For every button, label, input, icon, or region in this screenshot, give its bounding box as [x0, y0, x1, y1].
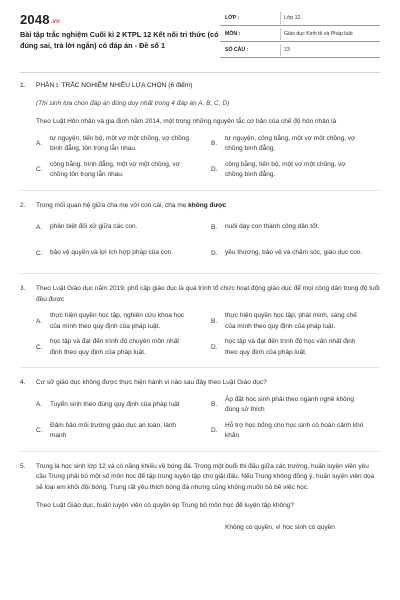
- option-text: Áp đặt học sinh phải theo ngành nghề không đúng sở thích: [225, 395, 355, 413]
- question-text: [36, 201, 380, 212]
- option-letter: A.: [36, 400, 43, 408]
- option-text: bảo vệ quyền và lợi ích hợp pháp của con.: [50, 249, 174, 257]
- option-text: Không có quyền, vì học sinh có quyền: [225, 523, 335, 531]
- option-text: Tuyển sinh theo đúng quy định của pháp luật: [50, 400, 180, 408]
- option-text: nuôi dạy con thành công dân tốt.: [225, 223, 320, 231]
- option-letter: D.: [211, 343, 218, 351]
- option-letter: A.: [36, 139, 43, 147]
- option-letter: A.: [36, 317, 43, 325]
- answer-option-c[interactable]: [36, 337, 205, 358]
- option-letter: D.: [211, 426, 218, 434]
- question-stem: Theo Luật Giáo dục, huấn luyện viên có quyền ép Trung bỏ môn học để luyện tập không?: [36, 502, 295, 509]
- question-text: Trung là học sinh lớp 12 và có năng khiếu về bóng đá. Trong một buổi thi đấu giữa các trường, huấn luyện viên yêu cầu Trung phải bỏ một số môn học để tập trung luyện tập cho giải đấu. Nếu Trung không đồng ý, huấn luyện viên dọa sẽ loại em khỏi đội bóng. Trung rất yêu thích bóng đá nhưng cũng không muốn bỏ bê việc học.: [36, 462, 375, 491]
- meta-row-class: [220, 10, 380, 26]
- answer-option-b[interactable]: [211, 134, 380, 155]
- answer-option-b[interactable]: [211, 217, 380, 238]
- document-title: Bài tập trắc nghiệm Cuối kì 2 KTPL 12 Kết nối tri thức (có đúng sai, trả lời ngắn) có đáp án - Đề số 1: [20, 30, 219, 50]
- answer-option-a[interactable]: [36, 134, 205, 155]
- option-letter: B.: [211, 223, 218, 231]
- logo-suffix: .vn: [50, 19, 61, 25]
- meta-key: LỚP :: [225, 15, 240, 21]
- answer-option-a[interactable]: [36, 311, 205, 332]
- answer-options: [20, 134, 380, 181]
- answer-option-a[interactable]: [36, 395, 205, 416]
- answer-option-b[interactable]: [211, 311, 380, 332]
- option-letter: C.: [36, 165, 43, 173]
- section-instruction: (Thí sinh lựa chọn đáp án đúng duy nhất trong 4 đáp án A, B, C, D): [36, 99, 230, 107]
- option-text: học tập và đạt đến trình độ học vấn nhất định theo quy định của pháp luật.: [225, 338, 356, 356]
- meta-separator: [280, 28, 281, 40]
- document-body: [20, 78, 380, 539]
- option-text: phân biệt đối xử giữa các con.: [50, 223, 138, 231]
- option-text: thực hiện quyền học tập, phát minh, sáng chế của mình theo quy định của pháp luật.: [225, 312, 357, 330]
- question-3: [20, 284, 380, 305]
- question-stem: Theo Luật Hôn nhân và gia đình năm 2014, một trong những nguyên tắc cơ bản của chế độ hôn nhân là: [36, 118, 337, 125]
- question-2: [20, 201, 380, 212]
- option-letter: C.: [36, 249, 43, 257]
- option-text: công bằng, tiến bộ, một vợ một chồng, vợ chồng bình đẳng.: [225, 160, 346, 178]
- answer-option-placeholder: [36, 518, 205, 539]
- answer-option-d[interactable]: [211, 337, 380, 358]
- question-number: 5.: [20, 462, 26, 470]
- document-header: [0, 0, 400, 70]
- answer-option-a[interactable]: [36, 217, 205, 238]
- answer-options: [20, 518, 380, 539]
- option-letter: B.: [211, 400, 218, 408]
- question-divider: [20, 273, 380, 274]
- answer-options: [20, 311, 380, 358]
- question-number: 3.: [20, 285, 26, 292]
- option-text: Đảm bảo môi trường giáo dục an toàn, lành mạnh: [50, 421, 177, 439]
- question-divider: [20, 451, 380, 452]
- question-number: 4.: [20, 379, 26, 386]
- answer-option-d[interactable]: [211, 243, 380, 264]
- meta-row-subject: [220, 26, 380, 42]
- question-number: 2.: [20, 201, 26, 209]
- answer-option-c[interactable]: [36, 243, 205, 264]
- meta-value: 23: [284, 47, 290, 53]
- meta-row-count: [220, 42, 380, 58]
- section-heading: [20, 81, 380, 92]
- option-letter: A.: [36, 223, 43, 231]
- document-meta-table: [220, 10, 380, 58]
- site-logo[interactable]: [20, 12, 60, 27]
- meta-value: Giáo dục Kinh tế và Pháp luật: [284, 31, 353, 37]
- meta-key: MÔN :: [225, 31, 241, 37]
- meta-value: Lớp 12: [284, 15, 301, 21]
- option-text: công bằng, bình đẳng, một vợ một chồng, vợ chồng tôn trọng lẫn nhau.: [50, 160, 180, 178]
- option-text: thực hiện quyền học tập, nghiên cứu khoa học của mình theo quy định của pháp luật.: [50, 312, 185, 330]
- answer-options: [20, 395, 380, 442]
- meta-separator: [280, 12, 281, 24]
- question-5: [20, 462, 380, 494]
- option-text: tự nguyện, công bằng, một vợ một chồng, vợ chồng bình đẳng.: [225, 134, 356, 152]
- answer-options: [20, 217, 380, 264]
- option-text: Hỗ trợ học bổng cho học sinh có hoàn cảnh khó khăn: [225, 421, 364, 439]
- option-letter: B.: [211, 317, 218, 325]
- question-text: Cơ sở giáo dục không được thực hiện hành vi nào sau đây theo Luật Giáo dục?: [36, 379, 267, 386]
- question-divider: [20, 190, 380, 191]
- answer-option-partial[interactable]: [211, 518, 380, 539]
- answer-option-c[interactable]: [36, 160, 205, 181]
- question-4: [20, 378, 380, 389]
- meta-key: SỐ CÂU :: [225, 47, 249, 53]
- meta-separator: [280, 44, 281, 56]
- answer-option-b[interactable]: [211, 395, 380, 416]
- header-divider: [20, 72, 380, 73]
- option-letter: C.: [36, 343, 43, 351]
- answer-option-c[interactable]: [36, 421, 205, 442]
- option-text: yêu thương, bảo vệ và chăm sóc, giáo dục con.: [225, 249, 363, 257]
- question-number: 1.: [20, 82, 26, 89]
- answer-option-d[interactable]: [211, 160, 380, 181]
- section-title: PHẦN I. TRẮC NGHIỆM NHIỀU LỰA CHỌN (6 điểm): [36, 82, 193, 89]
- option-letter: C.: [36, 426, 43, 434]
- option-letter: D.: [211, 249, 218, 257]
- option-text: tự nguyện, tiến bộ, một vợ một chồng, vợ chồng bình đẳng, tôn trọng lẫn nhau.: [50, 134, 189, 152]
- question-text-emphasis: không được: [188, 201, 227, 209]
- option-letter: D.: [211, 165, 218, 173]
- option-letter: B.: [211, 139, 218, 147]
- question-divider: [20, 367, 380, 368]
- answer-option-d[interactable]: [211, 421, 380, 442]
- logo-main: 2048: [20, 12, 50, 27]
- question-text-main: Trong mối quan hệ giữa cha mẹ với con cái, cha mẹ: [36, 201, 189, 209]
- question-text: Theo Luật Giáo dục năm 2019, phổ cập giáo dục là quá trình tổ chức hoạt động giáo dục để mọi công dân trong độ tuổi đều được: [36, 285, 380, 303]
- option-text: học tập và đạt đến trình độ chuyên môn nhất định theo quy định của pháp luật.: [50, 338, 180, 356]
